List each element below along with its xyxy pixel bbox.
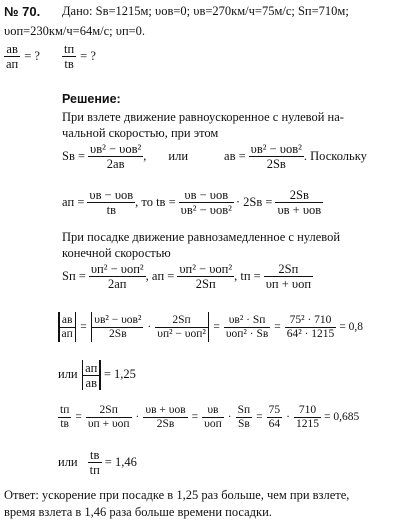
takeoff-text-1: При взлете движение равноускоренное с нулевой на- [62,110,344,124]
ratio-t-inv-result: = 1,46 [104,454,137,469]
ratio-a-fraction-1: $\frac{\text{υв² − υов²}}{2Sв}$ [94,313,142,340]
landing-text-1: При посадке движение равнозамедленное с нулевой [62,230,341,244]
ratio-a-inv-prefix: или [58,367,78,382]
ratio-t-inv-prefix: или [58,454,78,469]
answer-line-1: Ответ: ускорение при посадке в 1,25 раз больше, чем при взлете, [4,488,350,502]
eq3-s-fraction: $\frac{\text{υп² − υоп²}}{2aп}$ [90,262,144,291]
problem-number: № 70. [4,4,41,19]
ratio-t-fraction-2: $\frac{\text{υв + υов}}{2Sв}$ [145,404,186,430]
eq2-t-mid: · 2Sв = [235,194,273,209]
landing-text-2: конечной скоростью [62,246,171,260]
ratio-t-fraction-6: $\frac{710}{1215}$ [295,404,319,430]
ratio-t-inv-fraction: $\frac{tв}{tп}$ [89,448,100,477]
eq1-a-fraction: $\frac{\text{υв² − υов²}}{2Sв}$ [250,142,302,171]
ratio-a-fraction-3: $\frac{\text{υв² · Sп}}{\text{υоп² · Sв}}$ [225,313,269,340]
eq1-s-lhs: Sв = [62,148,86,163]
find-t-tail: = ? [80,48,96,63]
equation-landing [62,262,313,291]
solution-heading: Решение: [62,92,121,106]
eq3-s-lhs: Sп = [62,268,86,283]
eq2-t2-fraction: $\frac{2Sв}{\text{υв + υов}}$ [277,188,322,217]
ratio-a-inv-fraction: $\frac{aп}{aв}$ [85,360,98,390]
ratio-t-fraction-3: $\frac{\upsilon в}{\text{υоп}}$ [204,404,222,430]
ratio-a-inv-result: = 1,25 [103,367,136,382]
ratio-t-fraction-5: $\frac{75}{64}$ [268,404,281,430]
eq1-tail: . Поскольку [303,148,367,163]
ratio-t-fraction-1: $\frac{2Sп}{\text{υп + υоп}}$ [87,404,130,430]
given-line-1: Дано: Sв=1215м; υов=0; υв=270км/ч=75м/с; Sп=710м; [62,4,349,18]
given-line-2: υоп=230км/ч=64м/с; υп=0. [4,24,146,38]
eq1-or: или [168,148,189,163]
equation-takeoff-time [62,188,323,217]
equation-time-inverse [58,448,137,477]
eq2-then: , то tв = [135,194,176,209]
eq1-a-lhs: aв = [224,148,246,163]
ratio-a-fraction-2: $\frac{2Sп}{\text{υп² − υоп²}}$ [157,313,206,340]
equation-acceleration-inverse [58,360,136,390]
equation-acceleration-ratio: $\frac{aв}{aп}$ = $\frac{\text{υв² − υов²}}{2Sв}$ · $\frac{2Sп}{\text{υп² − υоп²}}$ = $\frac{\text{υв² · Sп}}{\text{υоп² · Sв}}$ = $\frac{\text{75² · 710}}{\text{64² · 1215}}$ = 0,8 [58,312,363,342]
eq1-comma: , [143,148,147,163]
ratio-a-fraction-4: $\frac{\text{75² · 710}}{\text{64² · 1215}}$ [286,313,335,340]
ratio-t-fraction-4: $\frac{Sп}{Sв}$ [237,404,251,430]
eq1-s-fraction: $\frac{\text{υв² − υов²}}{2aв}$ [90,142,142,171]
ratio-a-lhs-fraction: $\frac{aв}{aп}$ [61,313,73,340]
find-a-tail: = ? [24,48,40,63]
eq3-a-lhs: , aп = [145,268,175,283]
ratio-t-result: = 0,685 [323,411,360,424]
find-fraction-t: $\frac{tп}{tв}$ [63,42,75,71]
ratio-t-lhs-fraction: $\frac{tп}{tв}$ [60,404,70,430]
eq3-t-fraction: $\frac{2Sп}{\text{υп + υоп}}$ [265,262,312,291]
eq3-a-fraction: $\frac{\text{υп² − υоп²}}{2Sп}$ [179,262,233,291]
ratio-a-result: = 0,8 [339,320,364,333]
eq3-t-lhs: , tп = [234,268,261,283]
equation-takeoff-distance [62,142,367,171]
eq2-t-fraction: $\frac{\text{υв − υов}}{\text{υв² − υов²}}$ [180,188,232,217]
takeoff-text-2: чальной скоростью, при этом [62,126,219,140]
find-section [4,42,100,71]
answer-line-2: время взлета в 1,46 раза больше времени посадки. [4,505,272,519]
find-fraction-a: $\frac{aв}{aп}$ [6,42,19,71]
equation-time-ratio: $\frac{tп}{tв}$ = $\frac{2Sп}{\text{υп + υоп}}$ · $\frac{\text{υв + υов}}{2Sв}$ = $\frac{\upsilon в}{\text{υоп}}$ · $\frac{Sп}{Sв}$ = $\frac{75}{64}$ · $\frac{710}{1215}$ = 0,685 [60,404,360,430]
eq2-a-fraction: $\frac{\text{υв − υов}}{tв}$ [89,188,134,217]
eq2-a-lhs: aп = [62,194,85,209]
